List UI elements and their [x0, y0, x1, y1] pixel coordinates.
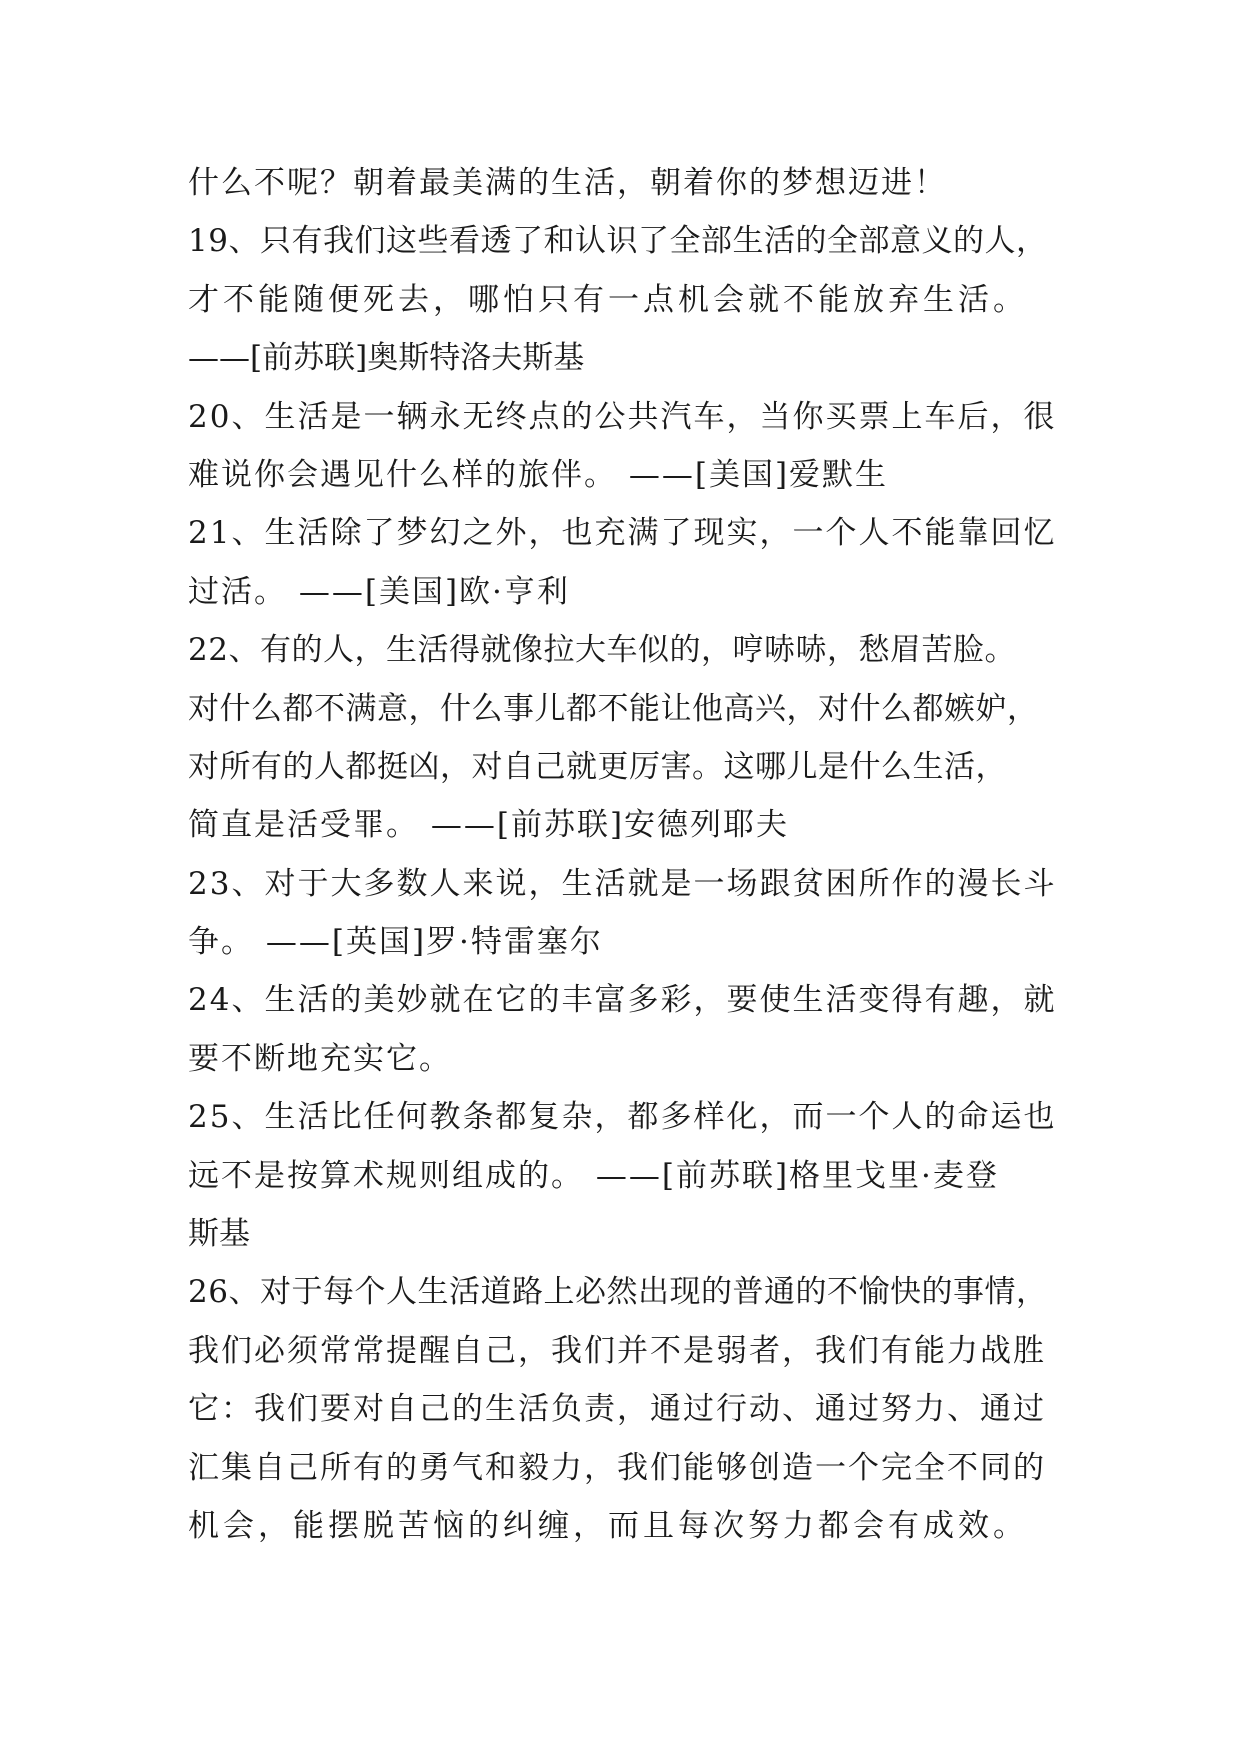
text-line: 26、对于每个人生活道路上必然出现的普通的不愉快的事情，: [188, 1274, 1048, 1311]
text-line: 简直是活受罪。 ——[前苏联]安德列耶夫: [188, 807, 790, 844]
text-line: 25、生活比任何教条都复杂，都多样化，而一个人的命运也: [188, 1099, 1057, 1136]
text-line: 20、生活是一辆永无终点的公共汽车，当你买票上车后，很: [188, 398, 1057, 435]
text-line: 对什么都不满意，什么事儿都不能让他高兴，对什么都嫉妒，: [188, 690, 1039, 727]
text-line: 对所有的人都挺凶，对自己就更厉害。这哪儿是什么生活，: [188, 748, 1007, 785]
text-line: ——[前苏联]奥斯特洛夫斯基: [188, 340, 585, 377]
text-line: 我们必须常常提醒自己，我们并不是弱者，我们有能力战胜: [188, 1332, 1046, 1369]
text-line: 机会，能摆脱苦恼的纠缠，而且每次努力都会有成效。: [188, 1507, 1028, 1544]
text-line: 21、生活除了梦幻之外，也充满了现实，一个人不能靠回忆: [188, 515, 1057, 552]
text-line: 什么不呢？朝着最美满的生活，朝着你的梦想迈进！: [188, 165, 947, 201]
text-line: 要不断地充实它。: [188, 1040, 452, 1077]
text-line: 难说你会遇见什么样的旅伴。 ——[美国]爱默生: [188, 456, 889, 493]
text-line: 22、有的人，生活得就像拉大车似的，哼哧哧，愁眉苦脸。: [188, 632, 1016, 669]
text-line: 斯基: [188, 1216, 250, 1253]
text-line: 24、生活的美妙就在它的丰富多彩，要使生活变得有趣，就: [188, 982, 1057, 1019]
text-line: 争。 ——[英国]罗·特雷塞尔: [188, 924, 603, 961]
text-line: 23、对于大多数人来说，生活就是一场跟贫困所作的漫长斗: [188, 865, 1057, 902]
text-line: 才不能随便死去，哪怕只有一点机会就不能放弃生活。: [188, 281, 1028, 318]
text-line: 它：我们要对自己的生活负责，通过行动、通过努力、通过: [188, 1391, 1046, 1428]
document-body: [188, 154, 1088, 1555]
text-line: 汇集自己所有的勇气和毅力，我们能够创造一个完全不同的: [188, 1449, 1046, 1486]
text-line: 过活。 ——[美国]欧·亨利: [188, 573, 570, 610]
text-line: 19、只有我们这些看透了和认识了全部生活的全部意义的人，: [188, 223, 1048, 260]
text-line: 远不是按算术规则组成的。 ——[前苏联]格里戈里·麦登: [188, 1157, 999, 1194]
